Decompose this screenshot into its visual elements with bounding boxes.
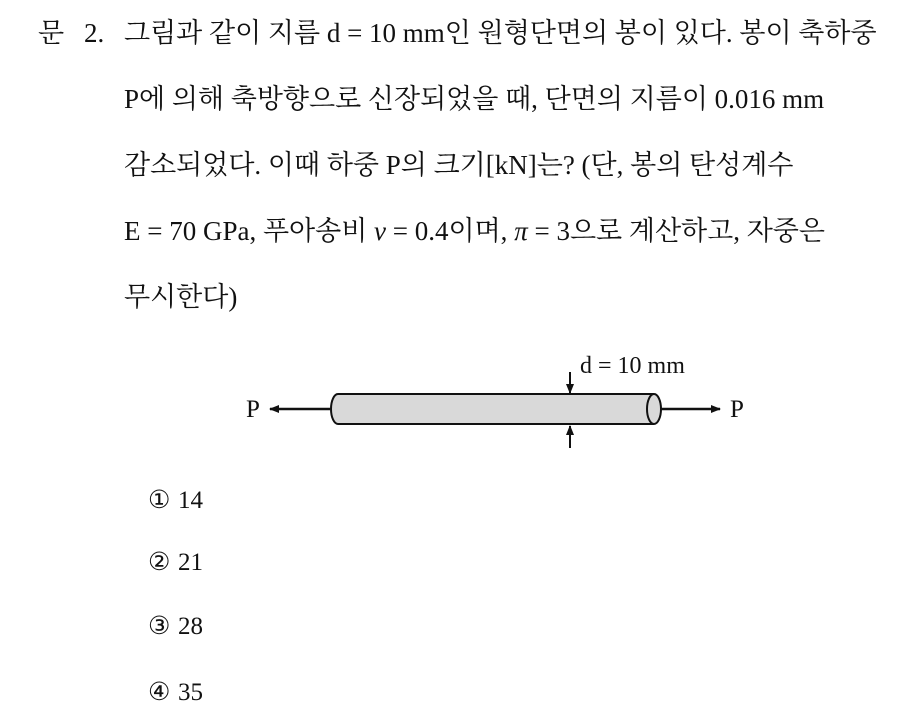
poisson-symbol: ν: [374, 216, 387, 246]
diameter-label: d = 10 mm: [580, 353, 685, 379]
choice-2[interactable]: [148, 550, 203, 575]
choice-2-value: 21: [178, 549, 203, 576]
rod-diagram: [240, 346, 760, 456]
choice-4-mark: ④: [148, 679, 171, 706]
pi-symbol: π: [514, 216, 528, 246]
choice-4-value: 35: [178, 679, 203, 706]
choice-1-value: 14: [178, 487, 203, 514]
choice-4[interactable]: [148, 680, 203, 705]
line-4-part-b: = 0.4이며,: [386, 216, 515, 246]
question-text-line-4: [124, 218, 825, 245]
question-text-line-3: 감소되었다. 이때 하중 P의 크기[kN]는? (단, 봉의 탄성계수: [124, 150, 794, 180]
problem-number: 2.: [84, 18, 105, 48]
choice-1[interactable]: [148, 488, 203, 513]
line-4-part-c: = 3으로 계산하고, 자중은: [527, 216, 825, 246]
choice-3[interactable]: [148, 614, 203, 639]
question-text-line-1: 그림과 같이 지름 d = 10 mm인 원형단면의 봉이 있다. 봉이 축하중: [124, 18, 877, 48]
choice-3-mark: ③: [148, 613, 171, 640]
choice-1-mark: ①: [148, 487, 171, 514]
choice-3-value: 28: [178, 613, 203, 640]
choice-2-mark: ②: [148, 549, 171, 576]
question-text-line-5: 무시한다): [124, 282, 238, 312]
question-text-line-2: P에 의해 축방향으로 신장되었을 때, 단면의 지름이 0.016 mm: [124, 84, 825, 114]
line-4-part-a: E = 70 GPa, 푸아송비: [124, 216, 375, 246]
question-label: 문: [38, 18, 65, 48]
rod-body: [331, 394, 661, 424]
load-label-left: P: [246, 396, 260, 423]
load-label-right: P: [730, 396, 744, 423]
